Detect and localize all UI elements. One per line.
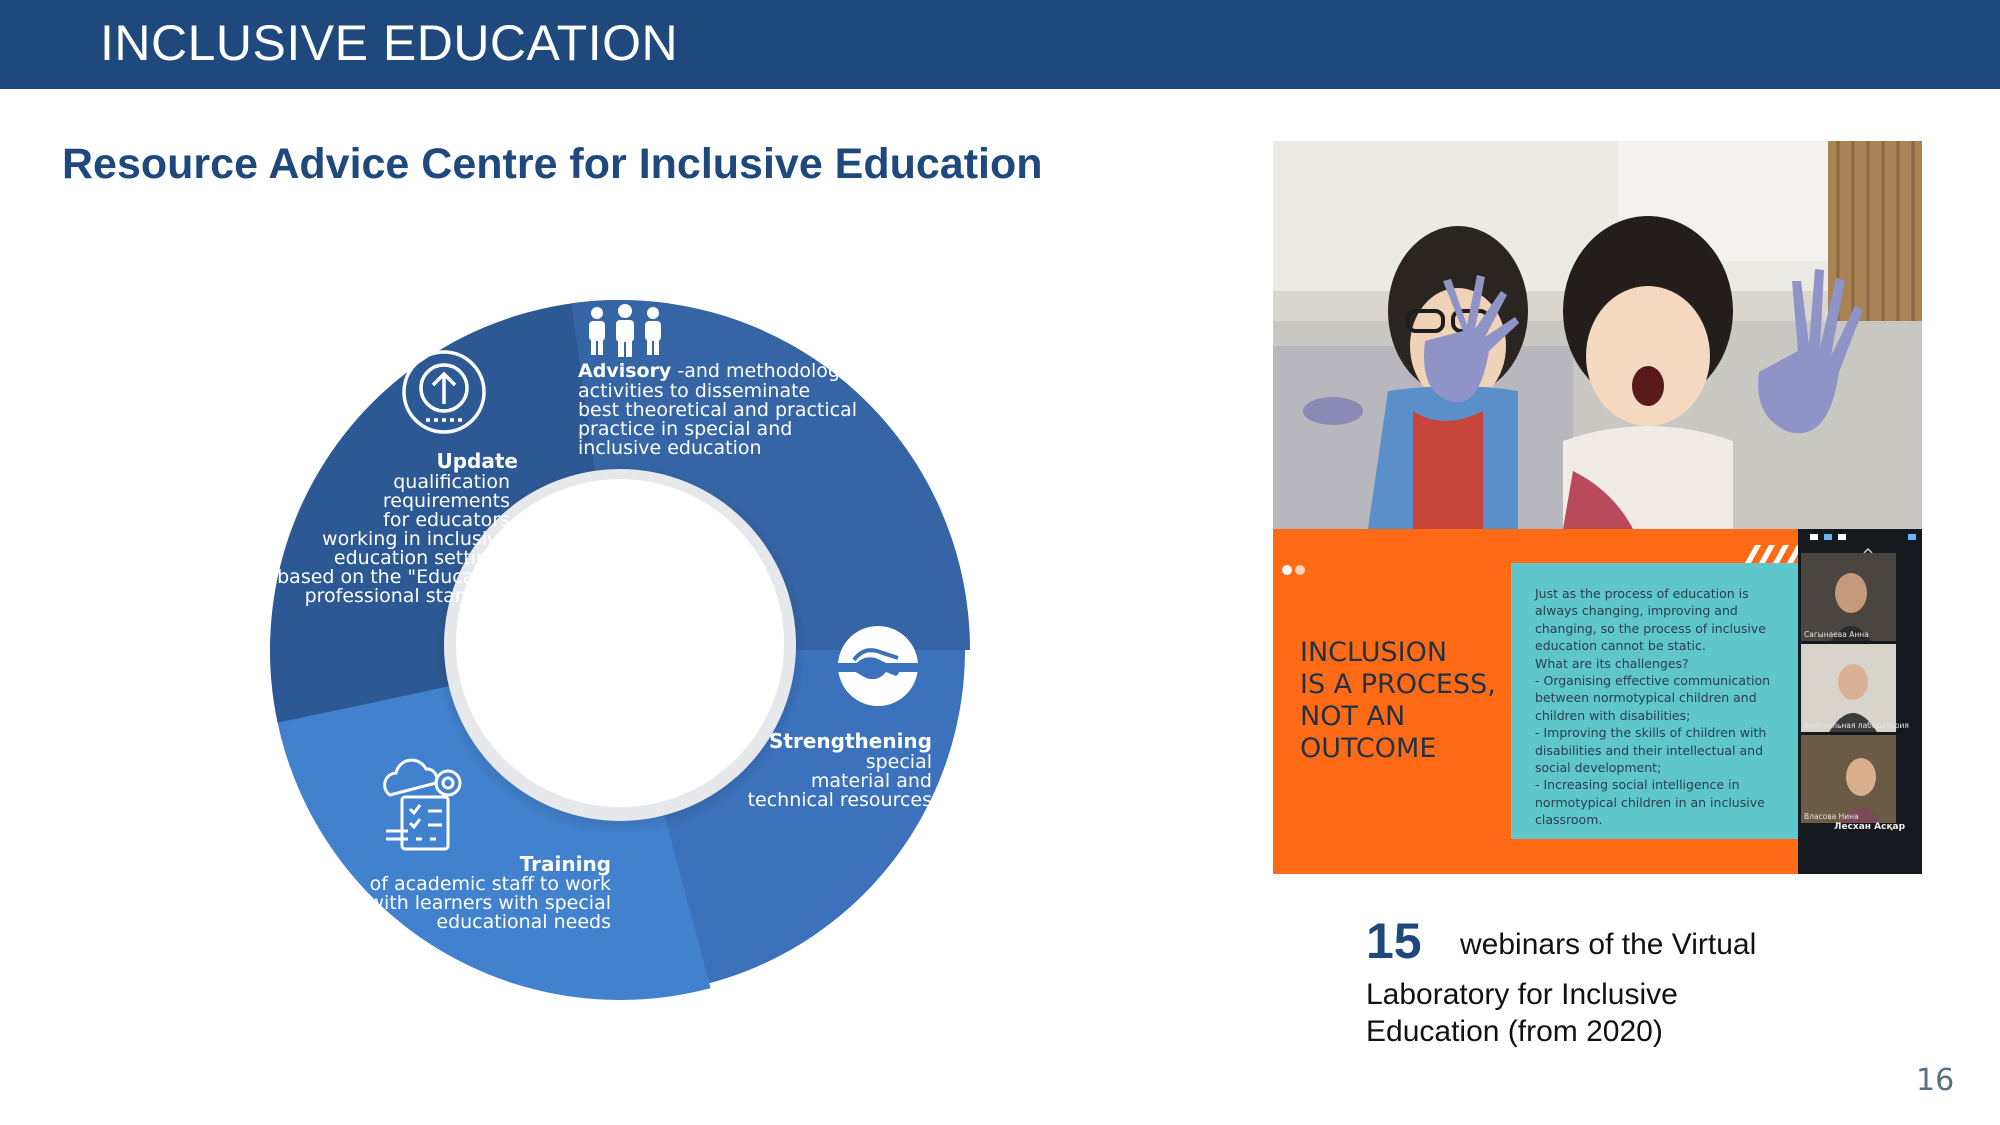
slide-title: [1300, 637, 1500, 765]
segment-description-line: technical resources: [747, 789, 932, 811]
activities-wheel: [210, 250, 1010, 1050]
segment-description-line: material and: [810, 770, 932, 792]
segment-description-line: educational needs: [436, 911, 611, 933]
participant-name: Виртуальная лаборатория: [1804, 721, 1909, 730]
stat-number: 15: [1366, 913, 1422, 969]
stat-text-rest: Laboratory for Inclusive Education (from 2020): [1366, 978, 1678, 1048]
participant-name: Власова Нина: [1804, 812, 1859, 821]
participant-video[interactable]: [1801, 553, 1896, 641]
strengthening-title: Strengthening: [769, 729, 932, 753]
page-subtitle: Resource Advice Centre for Inclusive Education: [62, 140, 1043, 188]
stat-text-line1: webinars of the Virtual: [1460, 928, 1757, 961]
segment-description-line: inclusive education: [578, 437, 762, 459]
slide-text-box: [1511, 563, 1798, 839]
segment-description-line: working in inclusive: [322, 528, 510, 550]
segment-description-line: special: [865, 751, 932, 773]
slide-stripes: [1743, 543, 1803, 565]
update-title: Update: [436, 449, 518, 473]
children-painted-hands-photo: [1273, 141, 1922, 529]
segment-description-line: best theoretical and practical: [578, 399, 858, 421]
slide-dots: [1281, 563, 1311, 577]
segment-description-line: of academic staff to work: [369, 873, 611, 895]
segment-description-line: based on the "Educator": [277, 566, 510, 588]
segment-description-line: professional standard: [304, 585, 510, 607]
hub-text-line1: Direction of: [495, 594, 745, 644]
page-number: 16: [1916, 1063, 1955, 1098]
advisory-title: Advisory: [578, 360, 672, 382]
slide-text: Just as the process of education is always changing, improving and changing, so the process of inclusive education cannot be static. What are its challenges? - Organising effective communication between normotypical children and children with disabilities; - Improving the skills of children with disabilities and their intellectual and social development; - Increasing social intelligence in normotypical children in an inclusive classroom.: [1535, 586, 1771, 828]
video-participants-panel: [1798, 529, 1922, 874]
segment-description-line: activities to disseminate: [578, 380, 811, 402]
active-user-label: Лесхан Асқар: [1834, 822, 1906, 832]
segment-description-line: requirements: [382, 490, 510, 512]
header-title: INCLUSIVE EDUCATION: [100, 15, 679, 71]
slide-title-line: NOT AN: [1300, 701, 1406, 732]
panel-toolbar: [1798, 529, 1922, 547]
slide-title-line: IS A PROCESS,: [1300, 669, 1496, 700]
slide-title-line: OUTCOME: [1300, 733, 1437, 764]
advisory-label-line0: [578, 360, 873, 382]
participant-video[interactable]: [1801, 735, 1896, 823]
header-bar: [0, 0, 2000, 89]
webinar-screenshot: [1273, 141, 1922, 874]
segment-description-line: qualification: [393, 471, 510, 493]
training-title: Training: [519, 852, 611, 876]
segment-description-line: education settings: [333, 547, 510, 569]
segment-description-line: practice in special and: [578, 418, 793, 440]
segment-description-line: with learners with special: [368, 892, 611, 914]
slide-title-line: INCLUSION: [1300, 637, 1448, 668]
participant-video[interactable]: [1801, 644, 1909, 732]
hub-text-line2: activities: [523, 641, 717, 691]
segment-description-line: for educators: [383, 509, 510, 531]
advisory-title-suffix: -and methodological: [671, 360, 873, 382]
webinar-slide: [1273, 529, 1922, 874]
participant-name: Сагынаева Анна: [1804, 630, 1869, 639]
